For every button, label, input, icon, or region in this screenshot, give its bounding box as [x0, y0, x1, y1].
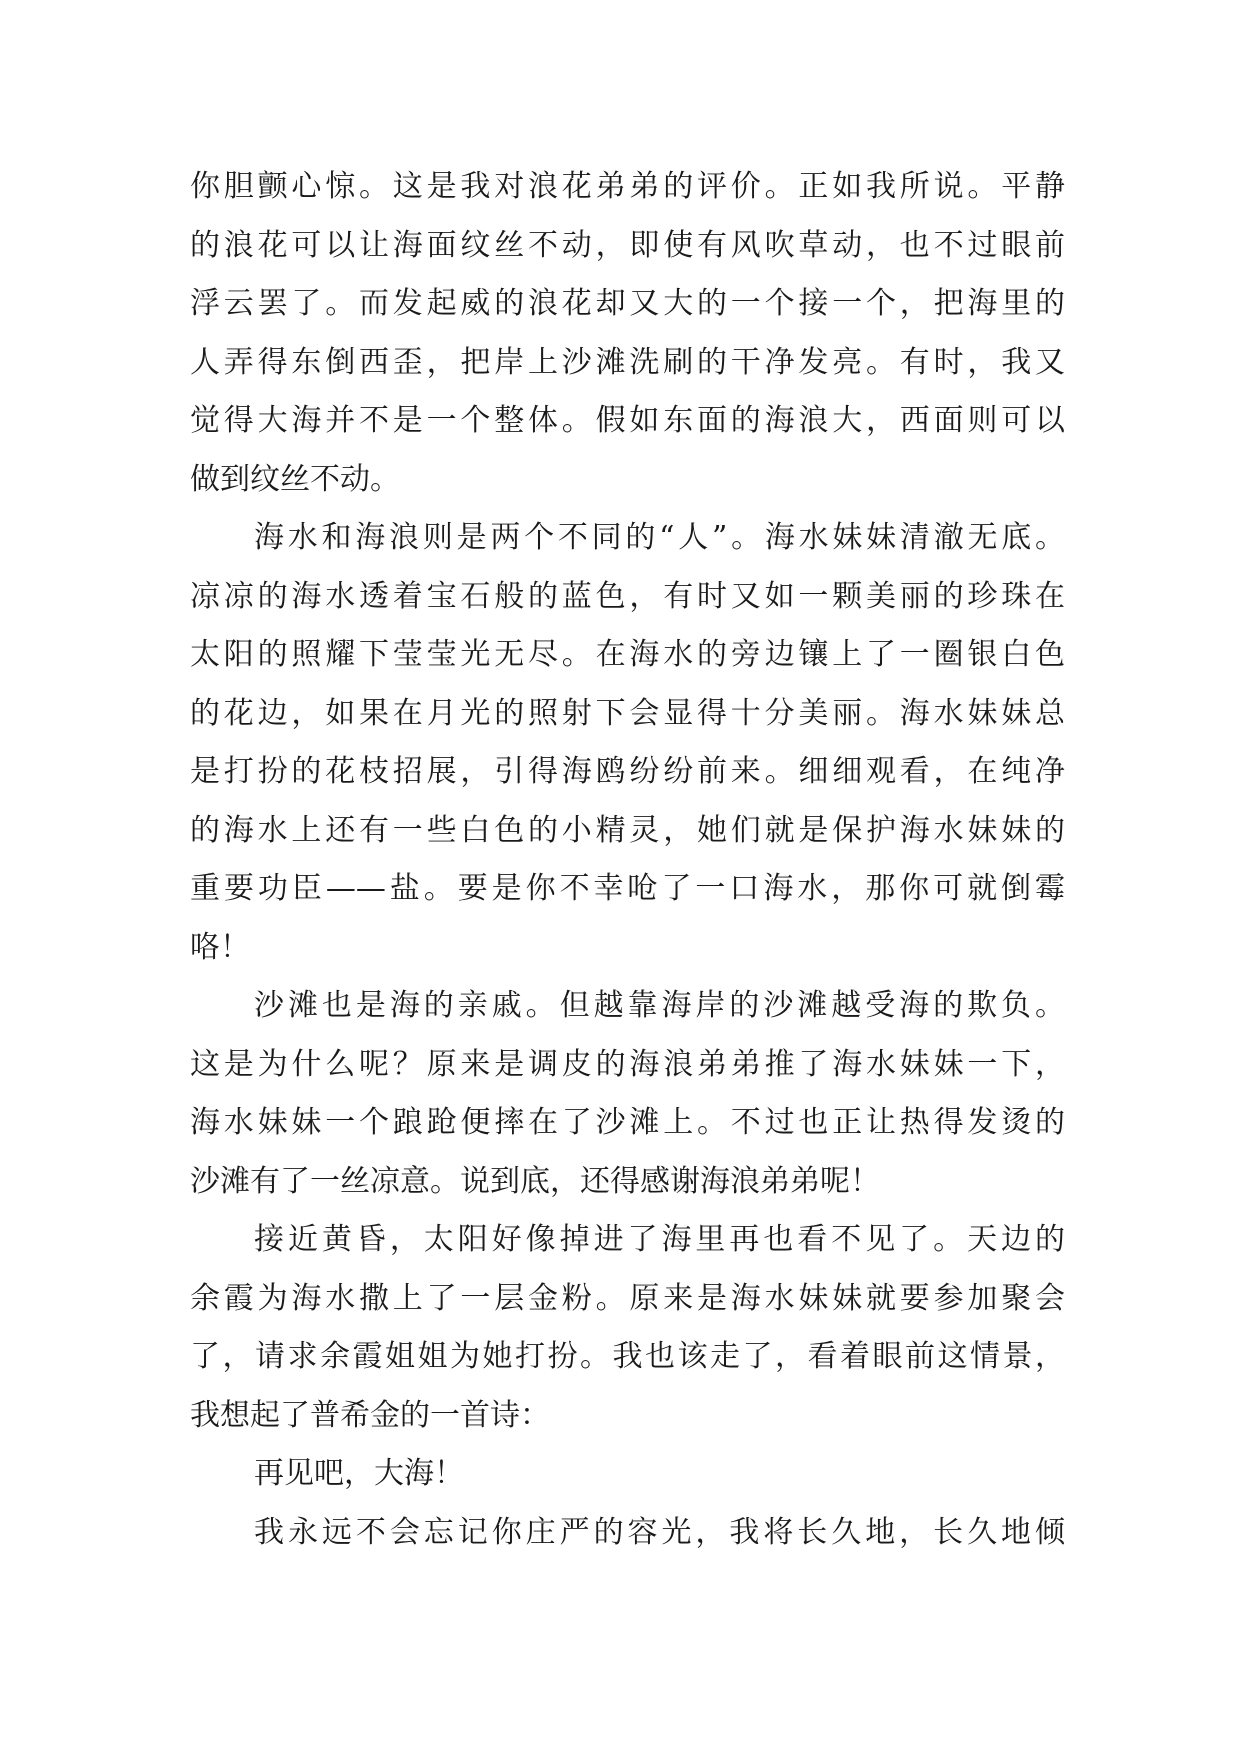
text-line: 你胆颤心惊。这是我对浪花弟弟的评价。正如我所说。平静 [190, 169, 1065, 204]
text-line: 太阳的照耀下莹莹光无尽。在海水的旁边镶上了一圈银白色 [190, 637, 1065, 672]
text-line: 的浪花可以让海面纹丝不动，即使有风吹草动，也不过眼前 [190, 227, 1065, 263]
text-line: 了，请求余霞姐姐为她打扮。我也该走了，看着眼前这情景， [190, 1339, 1065, 1374]
text-line: 我想起了普希金的一首诗： [190, 1397, 550, 1433]
text-line: 沙滩有了一丝凉意。说到底，还得感谢海浪弟弟呢！ [190, 1163, 880, 1199]
text-line: 这是为什么呢？原来是调皮的海浪弟弟推了海水妹妹一下， [190, 1046, 1065, 1082]
text-line: 海水妹妹一个踉跄便摔在了沙滩上。不过也正让热得发烫的 [190, 1105, 1065, 1140]
text-line: 余霞为海水撒上了一层金粉。原来是海水妹妹就要参加聚会 [190, 1280, 1065, 1316]
text-line: 做到纹丝不动。 [190, 461, 400, 497]
text-line: 沙滩也是海的亲戚。但越靠海岸的沙滩越受海的欺负。 [254, 988, 1065, 1023]
text-line: 的海水上还有一些白色的小精灵，她们就是保护海水妹妹的 [190, 812, 1065, 848]
text-line: 接近黄昏，太阳好像掉进了海里再也看不见了。天边的 [254, 1222, 1065, 1257]
text-line: 海水和海浪则是两个不同的“人”。海水妹妹清澈无底。 [254, 520, 1065, 555]
text-line: 我永远不会忘记你庄严的容光，我将长久地，长久地倾 [254, 1514, 1065, 1550]
body-text [190, 158, 1065, 1562]
text-line: 浮云罢了。而发起威的浪花却又大的一个接一个，把海里的 [190, 286, 1065, 321]
text-line: 人弄得东倒西歪，把岸上沙滩洗刷的干净发亮。有时，我又 [190, 344, 1065, 380]
text-line: 凉凉的海水透着宝石般的蓝色，有时又如一颗美丽的珍珠在 [190, 578, 1065, 614]
text-line: 是打扮的花枝招展，引得海鸥纷纷前来。细细观看，在纯净 [190, 754, 1065, 789]
text-line: 的花边，如果在月光的照射下会显得十分美丽。海水妹妹总 [190, 695, 1065, 731]
text-line: 觉得大海并不是一个整体。假如东面的海浪大，西面则可以 [190, 403, 1065, 438]
text-line: 再见吧，大海！ [254, 1456, 464, 1491]
text-line: 重要功臣——盐。要是你不幸呛了一口海水，那你可就倒霉 [190, 871, 1065, 906]
text-line: 咯！ [190, 929, 250, 965]
